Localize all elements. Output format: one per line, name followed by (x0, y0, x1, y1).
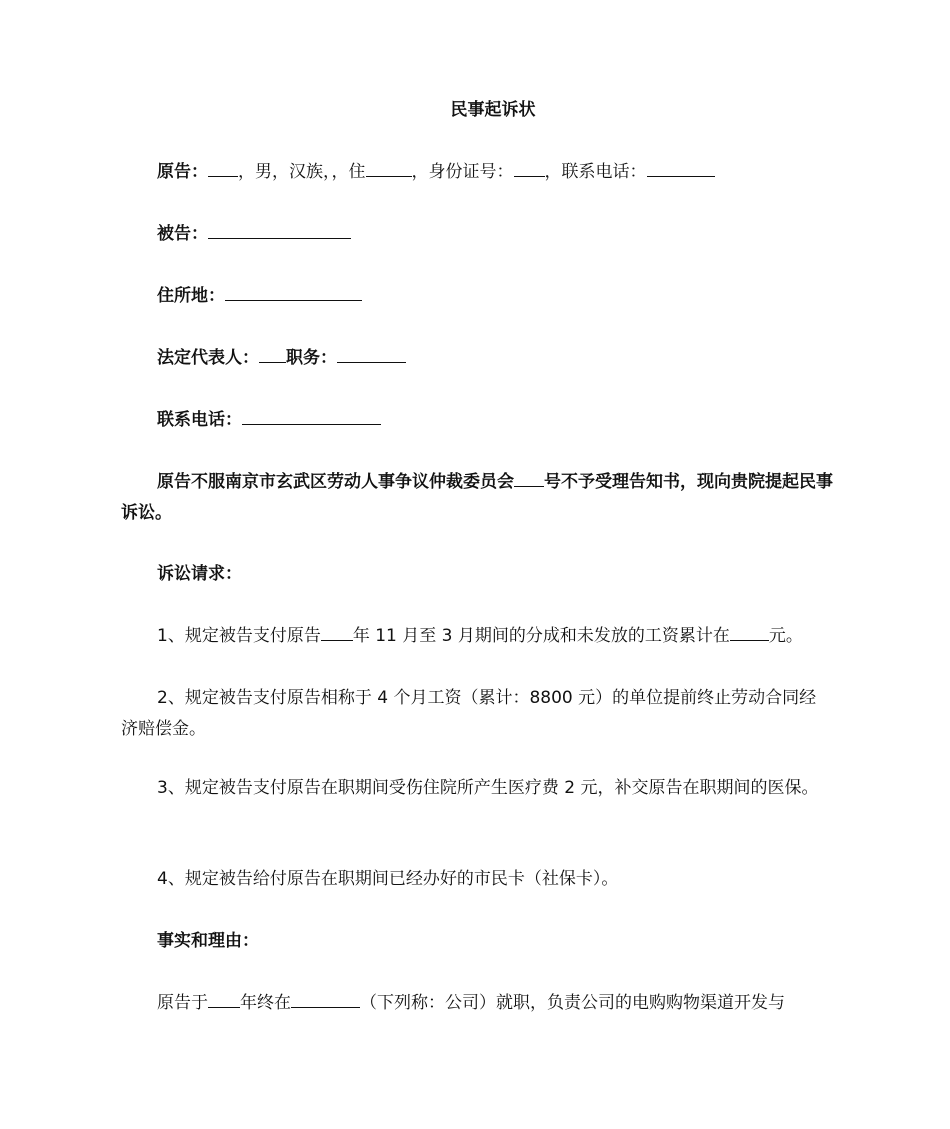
address-label: 住所地： (157, 286, 225, 306)
phone-label: 联系电话： (157, 410, 242, 430)
facts-text-a: 原告于 (157, 993, 208, 1013)
claim-1-year-blank (321, 623, 353, 641)
plaintiff-sep1: ，男，汉族，，住 (238, 162, 366, 182)
plaintiff-line (121, 157, 833, 188)
position-blank (337, 345, 406, 363)
claim-2: 2、规定被告支付原告相称于 4 个月工资（累计：8800 元）的单位提前终止劳动合同经济赔偿金。 (121, 688, 817, 739)
claim-1-text-b: 年 11 月至 3 月期间的分成和未发放的工资累计在 (352, 626, 730, 646)
plaintiff-sep2: ，身份证号： (411, 162, 514, 182)
plaintiff-sep3: ，联系电话： (544, 162, 647, 182)
legal-rep-line (121, 343, 833, 374)
phone-blank (242, 407, 381, 425)
intro-paragraph (121, 467, 833, 529)
plaintiff-name-blank (208, 159, 238, 177)
legal-rep-blank (259, 345, 286, 363)
address-line (121, 281, 833, 312)
intro-text-a: 原告不服南京市玄武区劳动人事争议仲裁委员会 (157, 472, 514, 492)
plaintiff-phone-blank (647, 159, 715, 177)
claim-4: 4、规定被告给付原告在职期间已经办好的市民卡（社保卡）。 (157, 869, 619, 889)
defendant-blank (208, 221, 351, 239)
defendant-line (121, 219, 833, 250)
position-label: 职务： (286, 348, 337, 368)
plaintiff-label: 原告： (157, 162, 208, 182)
facts-company-blank (291, 990, 360, 1008)
address-blank (225, 283, 362, 301)
claims-heading: 诉讼请求： (157, 564, 242, 584)
document-title: 民事起诉状 (450, 100, 536, 120)
defendant-label: 被告： (157, 224, 208, 244)
plaintiff-address-blank (366, 159, 412, 177)
phone-line (121, 405, 833, 436)
claim-1 (121, 621, 833, 652)
facts-text-c: （下列称：公司）就职，负责公司的电购购物渠道开发与 (360, 993, 785, 1013)
legal-rep-label: 法定代表人： (157, 348, 259, 368)
claim-1-text-a: 1、规定被告支付原告 (157, 626, 321, 646)
facts-year-blank (208, 990, 240, 1008)
intro-text-b: 号不予受理告知书，现向贵院提起民事诉讼。 (121, 472, 833, 523)
intro-case-blank (514, 469, 544, 487)
claim-3: 3、规定被告支付原告在职期间受伤住院所产生医疗费 2 元，补交原告在职期间的医保。 (157, 778, 819, 798)
facts-text-b: 年终在 (240, 993, 291, 1013)
facts-paragraph (121, 988, 833, 1019)
claim-1-amount-blank (730, 623, 769, 641)
facts-heading: 事实和理由： (157, 931, 259, 951)
claim-1-text-c: 元。 (768, 626, 803, 646)
plaintiff-id-blank (514, 159, 545, 177)
